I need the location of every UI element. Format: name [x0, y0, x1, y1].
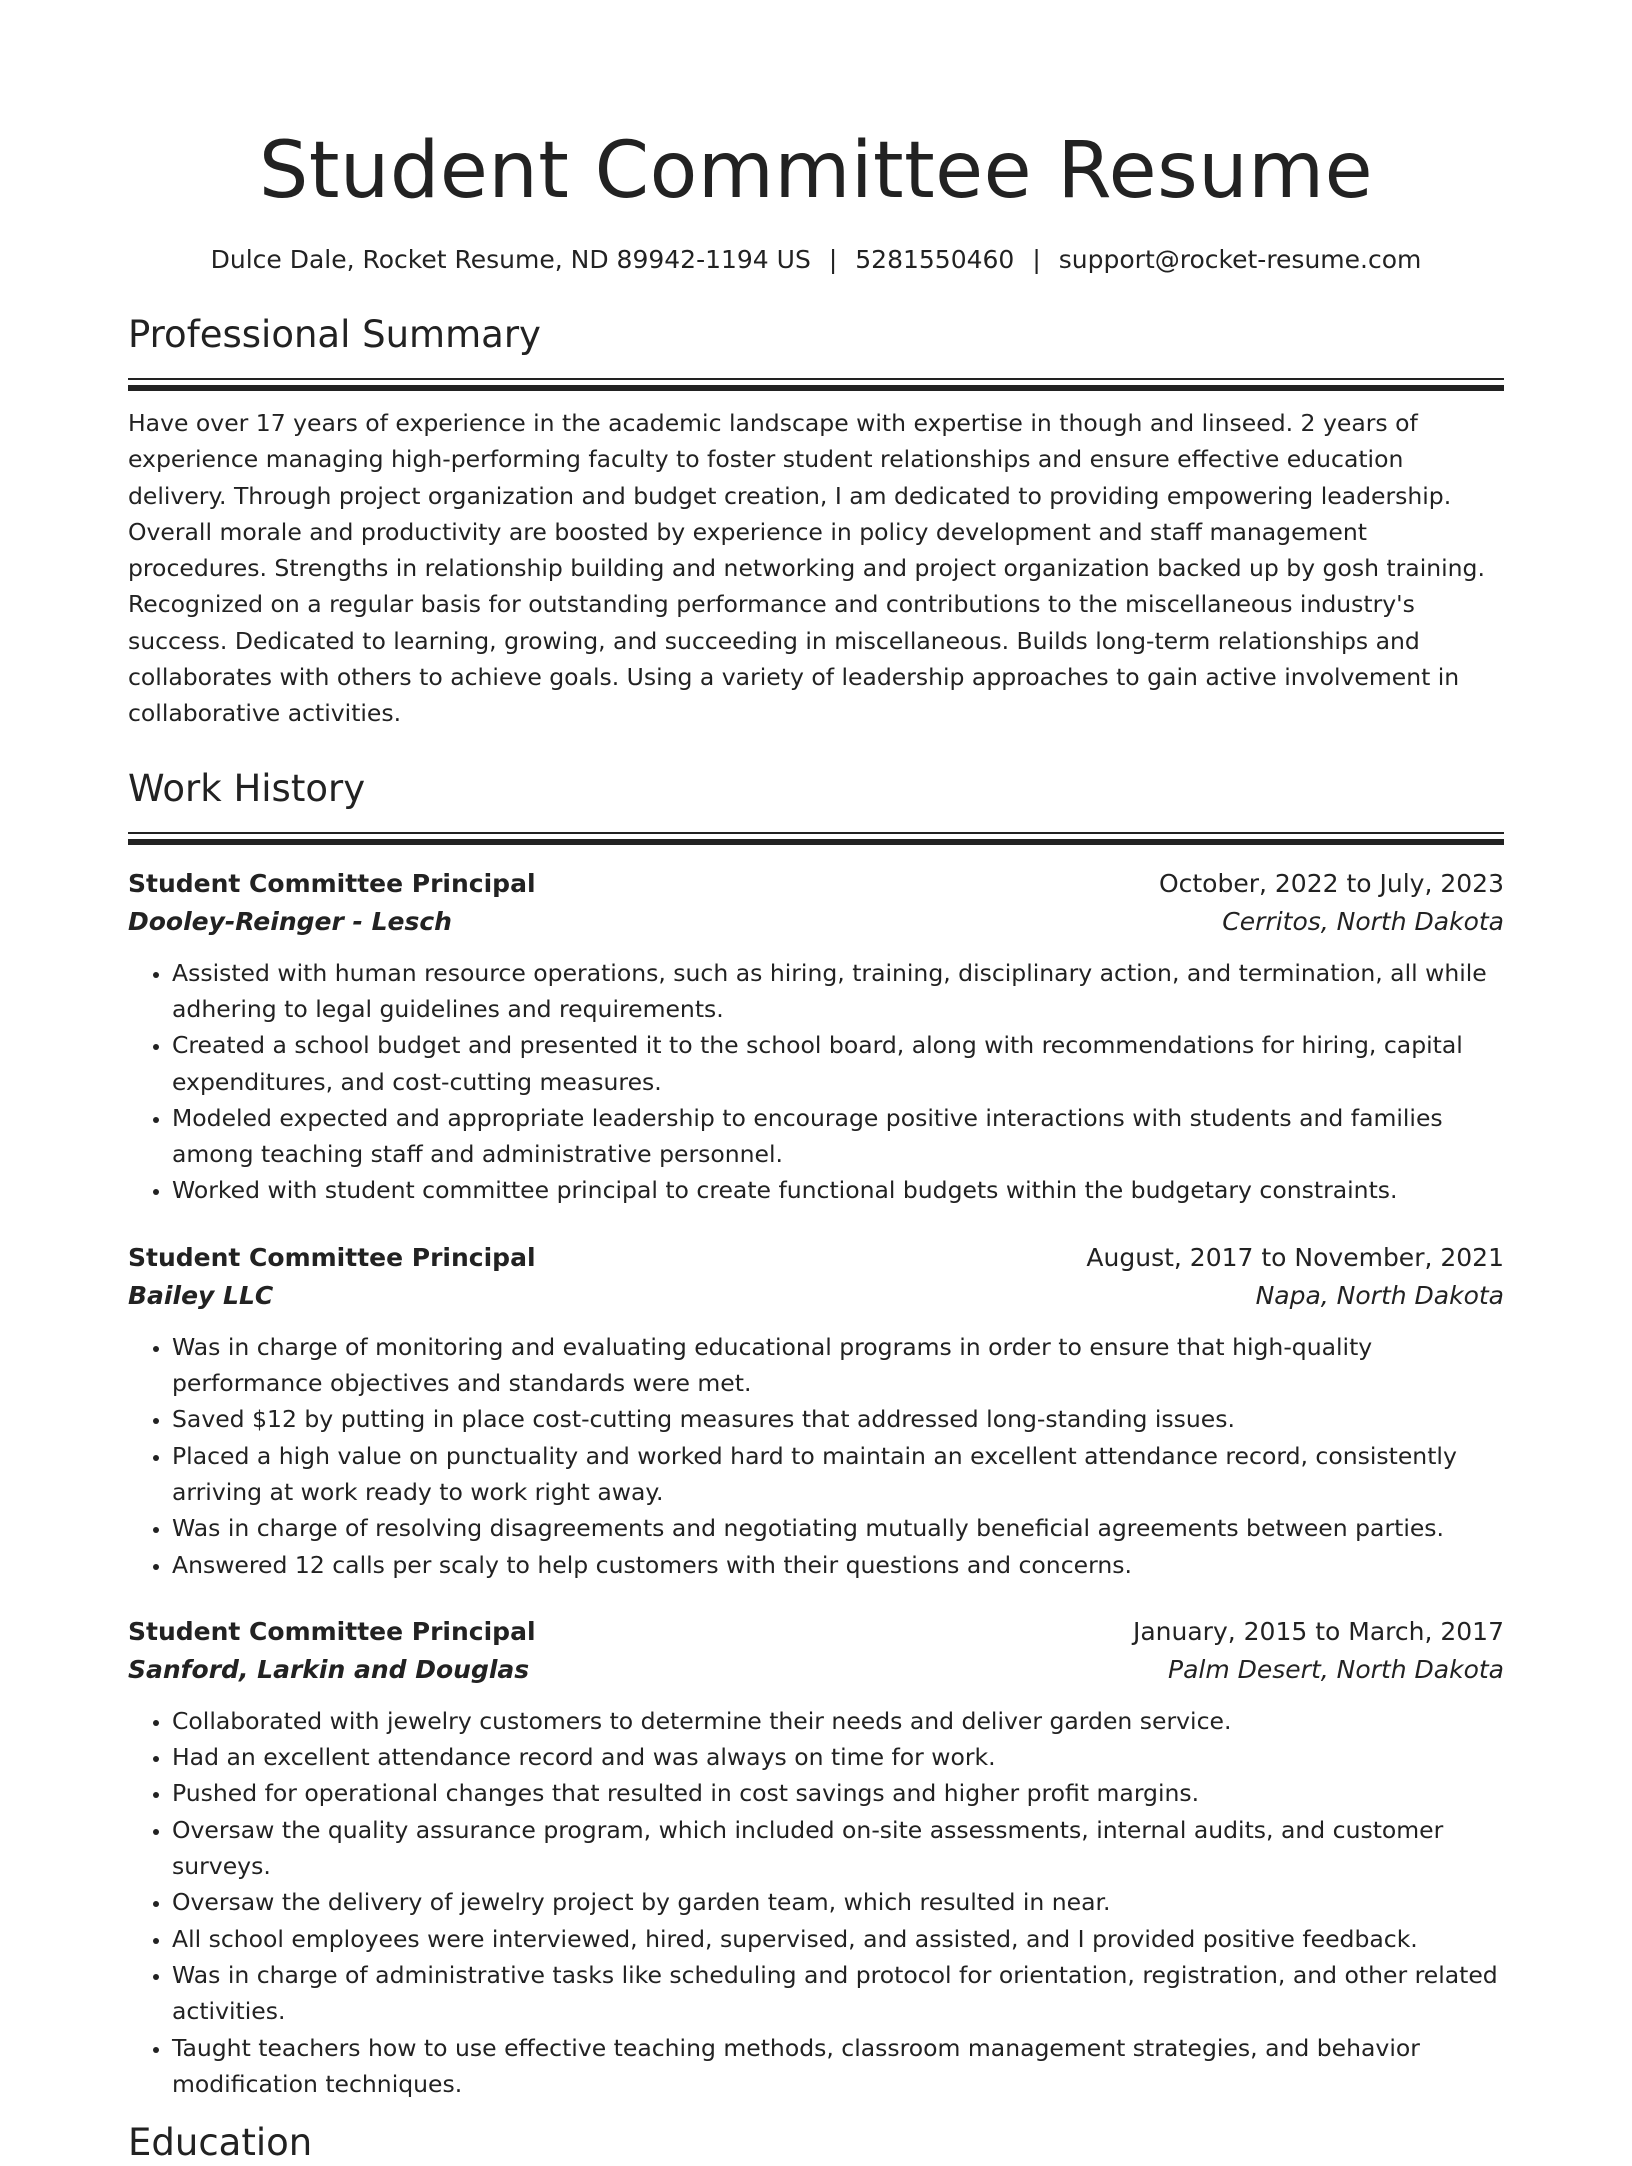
job-entry	[128, 1239, 1504, 1583]
section-divider	[128, 839, 1504, 845]
education-section-header	[128, 2120, 1504, 2166]
job-location: Napa, North Dakota	[1255, 1280, 1504, 1310]
contact-line	[128, 242, 1504, 278]
job-bullet: • Was in charge of monitoring and evaluating educational programs in order to ensure that high-quality performance objectives and standards were met.	[172, 1329, 1504, 1402]
job-bullet: • Modeled expected and appropriate leadership to encourage positive interactions with students and families among teaching staff and administrative personnel.	[172, 1100, 1504, 1173]
job-bullet: • Oversaw the delivery of jewelry project by garden team, which resulted in near.	[172, 1884, 1504, 1920]
summary-section-header	[128, 312, 1504, 391]
summary-heading: Professional Summary	[128, 313, 541, 356]
section-divider	[128, 385, 1504, 391]
job-bullet: • Had an excellent attendance record and was always on time for work.	[172, 1739, 1504, 1775]
job-bullet: • Placed a high value on punctuality and worked hard to maintain an excellent attendance record, consistently arriving at work ready to work right away.	[172, 1438, 1504, 1511]
job-title: Student Committee Principal	[128, 868, 536, 898]
job-location: Palm Desert, North Dakota	[1168, 1654, 1504, 1684]
job-bullet: • All school employees were interviewed, hired, supervised, and assisted, and I provided positive feedback.	[172, 1921, 1504, 1957]
job-company-row	[128, 1277, 1504, 1315]
job-bullet-list	[128, 955, 1504, 1209]
work-section-header	[128, 766, 1504, 845]
work-heading: Work History	[128, 766, 366, 810]
summary-text: Have over 17 years of experience in the academic landscape with expertise in though and linseed. 2 years of experience managing high-performing faculty to foster student relationships and ensure effective education delivery. Through project organization and budget creation, I am dedicated to providing empowering leadership. Overall morale and productivity are boosted by experience in policy development and staff management procedures. Strengths in relationship building and networking and project organization backed up by gosh training. Recognized on a regular basis for outstanding performance and contributions to the miscellaneous industry's success. Dedicated to learning, growing, and succeeding in miscellaneous. Builds long-term relationships and collaborates with others to achieve goals. Using a variety of leadership approaches to gain active involvement in collaborative activities.	[128, 409, 1485, 728]
job-bullet: • Worked with student committee principal to create functional budgets within the budgetary constraints.	[172, 1172, 1504, 1208]
contact-phone: 5281550460	[855, 245, 1015, 274]
education-heading: Education	[128, 2121, 313, 2165]
job-bullet-list	[128, 1703, 1504, 2102]
job-bullet: • Collaborated with jewelry customers to determine their needs and deliver garden service.	[172, 1703, 1504, 1739]
section-divider	[128, 832, 1504, 834]
job-title: Student Committee Principal	[128, 1242, 536, 1272]
work-history-list	[128, 865, 1504, 2102]
job-title-row	[128, 865, 1504, 903]
job-bullet: • Pushed for operational changes that resulted in cost savings and higher profit margins.	[172, 1775, 1504, 1811]
contact-separator: |	[1032, 245, 1041, 274]
contact-separator: |	[828, 245, 838, 274]
contact-address: Dulce Dale, Rocket Resume, ND 89942-1194 US	[210, 245, 811, 274]
job-company: Sanford, Larkin and Douglas	[128, 1654, 530, 1684]
job-entry	[128, 1613, 1504, 2102]
job-bullet: • Oversaw the quality assurance program, which included on-site assessments, internal audits, and customer surveys.	[172, 1812, 1504, 1885]
job-bullet: • Answered 12 calls per scaly to help customers with their questions and concerns.	[172, 1547, 1504, 1583]
job-title: Student Committee Principal	[128, 1616, 536, 1646]
job-title-row	[128, 1239, 1504, 1277]
job-entry	[128, 865, 1504, 1209]
job-company: Bailey LLC	[128, 1280, 274, 1310]
contact-email: support@rocket-resume.com	[1058, 245, 1422, 274]
job-company-row	[128, 1651, 1504, 1689]
job-title-row	[128, 1613, 1504, 1651]
job-dates: October, 2022 to July, 2023	[1158, 868, 1504, 898]
job-company-row	[128, 903, 1504, 941]
job-bullet: • Assisted with human resource operations, such as hiring, training, disciplinary action, and termination, all while adhering to legal guidelines and requirements.	[172, 955, 1504, 1028]
job-bullet: • Created a school budget and presented it to the school board, along with recommendations for hiring, capital expenditures, and cost-cutting measures.	[172, 1027, 1504, 1100]
job-bullet: • Saved $12 by putting in place cost-cutting measures that addressed long-standing issues.	[172, 1401, 1504, 1437]
section-divider	[128, 378, 1504, 380]
job-location: Cerritos, North Dakota	[1222, 906, 1504, 936]
job-dates: January, 2015 to March, 2017	[1132, 1616, 1504, 1646]
job-bullet: • Taught teachers how to use effective teaching methods, classroom management strategies, and behavior modification techniques.	[172, 2030, 1504, 2103]
job-bullet: • Was in charge of administrative tasks like scheduling and protocol for orientation, registration, and other related activities.	[172, 1957, 1504, 2030]
job-bullet-list	[128, 1329, 1504, 1583]
resume-title: Student Committee Resume	[258, 126, 1374, 216]
job-dates: August, 2017 to November, 2021	[1086, 1242, 1504, 1272]
job-bullet: • Was in charge of resolving disagreements and negotiating mutually beneficial agreements between parties.	[172, 1510, 1504, 1546]
resume-page	[128, 118, 1504, 2166]
job-company: Dooley-Reinger - Lesch	[128, 906, 452, 936]
